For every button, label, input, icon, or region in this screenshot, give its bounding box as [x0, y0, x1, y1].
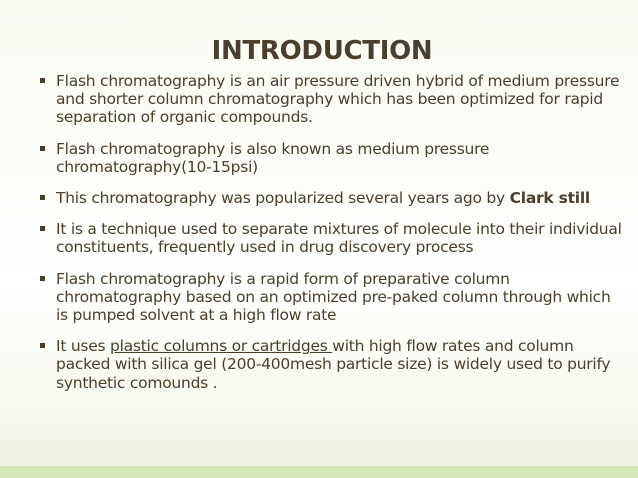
- bullet-text: It is a technique used to separate mixtures of molecule into their individual constituents, frequently used in drug discovery process: [56, 220, 622, 257]
- square-bullet-icon: [40, 78, 45, 83]
- bullet-item: [40, 270, 624, 325]
- bullet-bold-name: Clark still: [509, 189, 590, 208]
- bullet-list: [40, 72, 624, 405]
- footer-band-dark: [0, 466, 638, 478]
- bullet-item: [40, 337, 624, 392]
- square-bullet-icon: [40, 226, 45, 231]
- footer-band-light: [0, 440, 638, 466]
- square-bullet-icon: [40, 195, 45, 200]
- bullet-item: [40, 140, 624, 176]
- slide-title: INTRODUCTION: [211, 36, 433, 66]
- bullet-item: [40, 220, 624, 256]
- bullet-item: [40, 189, 624, 207]
- underlined-phrase: plastic columns or cartridges: [110, 337, 333, 356]
- bullet-text: Flash chromatography is also known as medium pressure chromatography(10-15psi): [56, 139, 490, 176]
- bullet-text: This chromatography was popularized several years ago by: [56, 189, 510, 208]
- bullet-item: [40, 72, 624, 127]
- bullet-text: with high flow rates and column packed with silica gel (200-400mesh particle size) is widely used to purify synthetic comounds .: [56, 337, 611, 392]
- bullet-text: It uses: [56, 337, 111, 356]
- square-bullet-icon: [40, 146, 45, 151]
- square-bullet-icon: [40, 276, 45, 281]
- bullet-text: Flash chromatography is a rapid form of preparative column chromatography based on an optimized pre-paked column through which is pumped solvent at a high flow rate: [56, 269, 611, 325]
- square-bullet-icon: [40, 343, 45, 348]
- bullet-text: Flash chromatography is an air pressure driven hybrid of medium pressure and shorter column chromatography which has been optimized for rapid separation of organic compounds.: [56, 72, 620, 127]
